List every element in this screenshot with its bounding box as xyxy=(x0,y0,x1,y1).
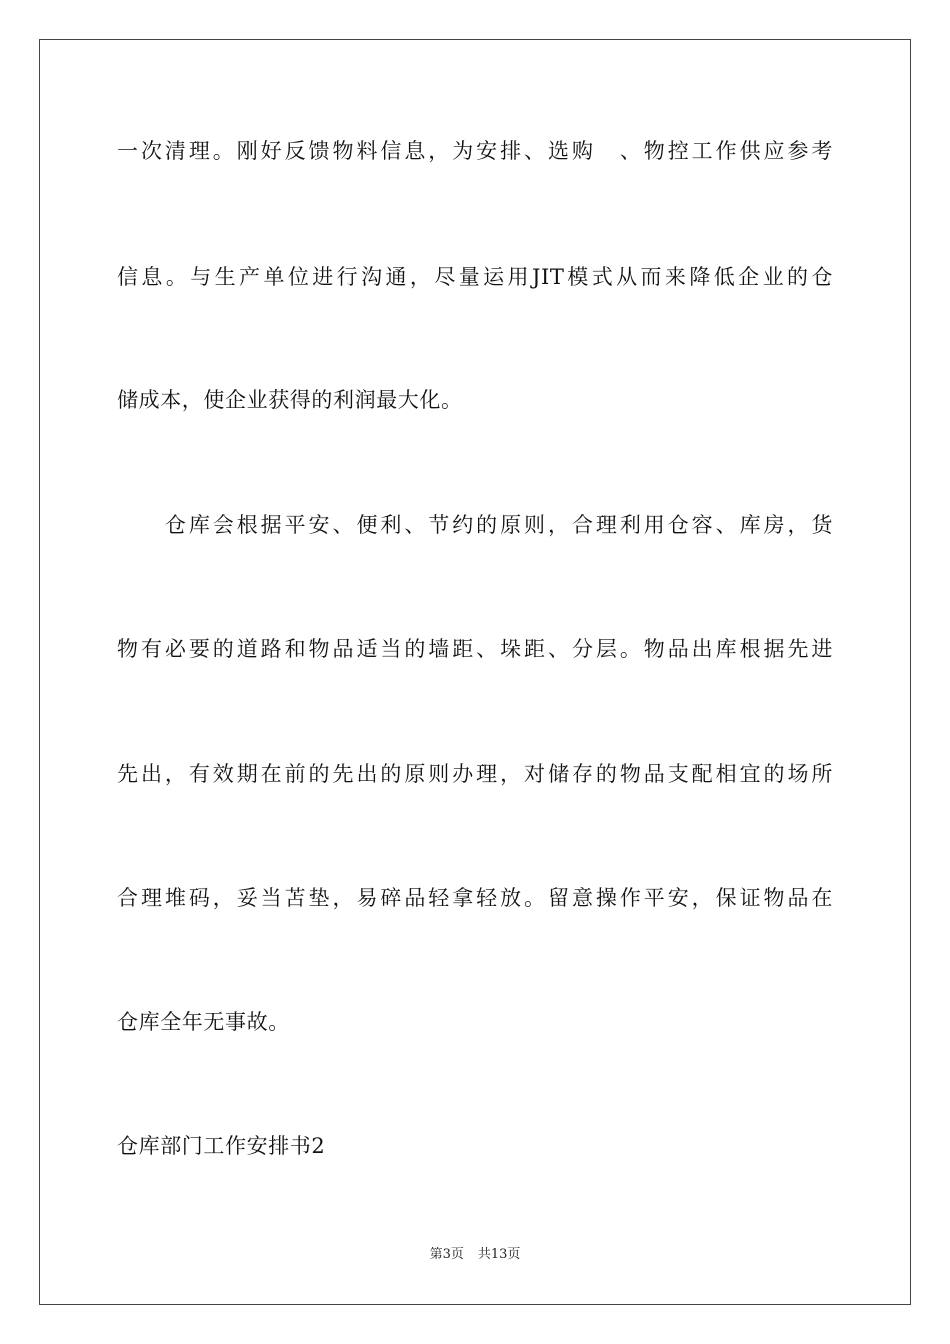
page-footer xyxy=(0,1246,950,1264)
page-total: 共13页 xyxy=(477,1247,521,1262)
body-text-line: 仓库会根据平安、便利、节约的原则，合理利用仓容、库房，货 xyxy=(117,513,833,537)
body-text-line: 一次清理。刚好反馈物料信息，为安排、选购 、物控工作供应参考 xyxy=(117,139,833,163)
body-text-line: 储成本，使企业获得的利润最大化。 xyxy=(117,388,463,412)
body-text-line: 合理堆码，妥当苫垫，易碎品轻拿轻放。留意操作平安，保证物品在 xyxy=(117,886,833,910)
page-border xyxy=(39,39,911,1305)
page-number: 第3页 xyxy=(429,1247,464,1262)
body-text-line: 物有必要的道路和物品适当的墙距、垛距、分层。物品出库根据先进 xyxy=(117,637,833,661)
body-text-line: 仓库全年无事故。 xyxy=(117,1010,290,1034)
body-text-line: 信息。与生产单位进行沟通，尽量运用JIT模式从而来降低企业的仓 xyxy=(117,265,833,289)
body-text-line: 先出，有效期在前的先出的原则办理，对储存的物品支配相宜的场所 xyxy=(117,762,833,786)
section-title: 仓库部门工作安排书2 xyxy=(117,1134,326,1158)
